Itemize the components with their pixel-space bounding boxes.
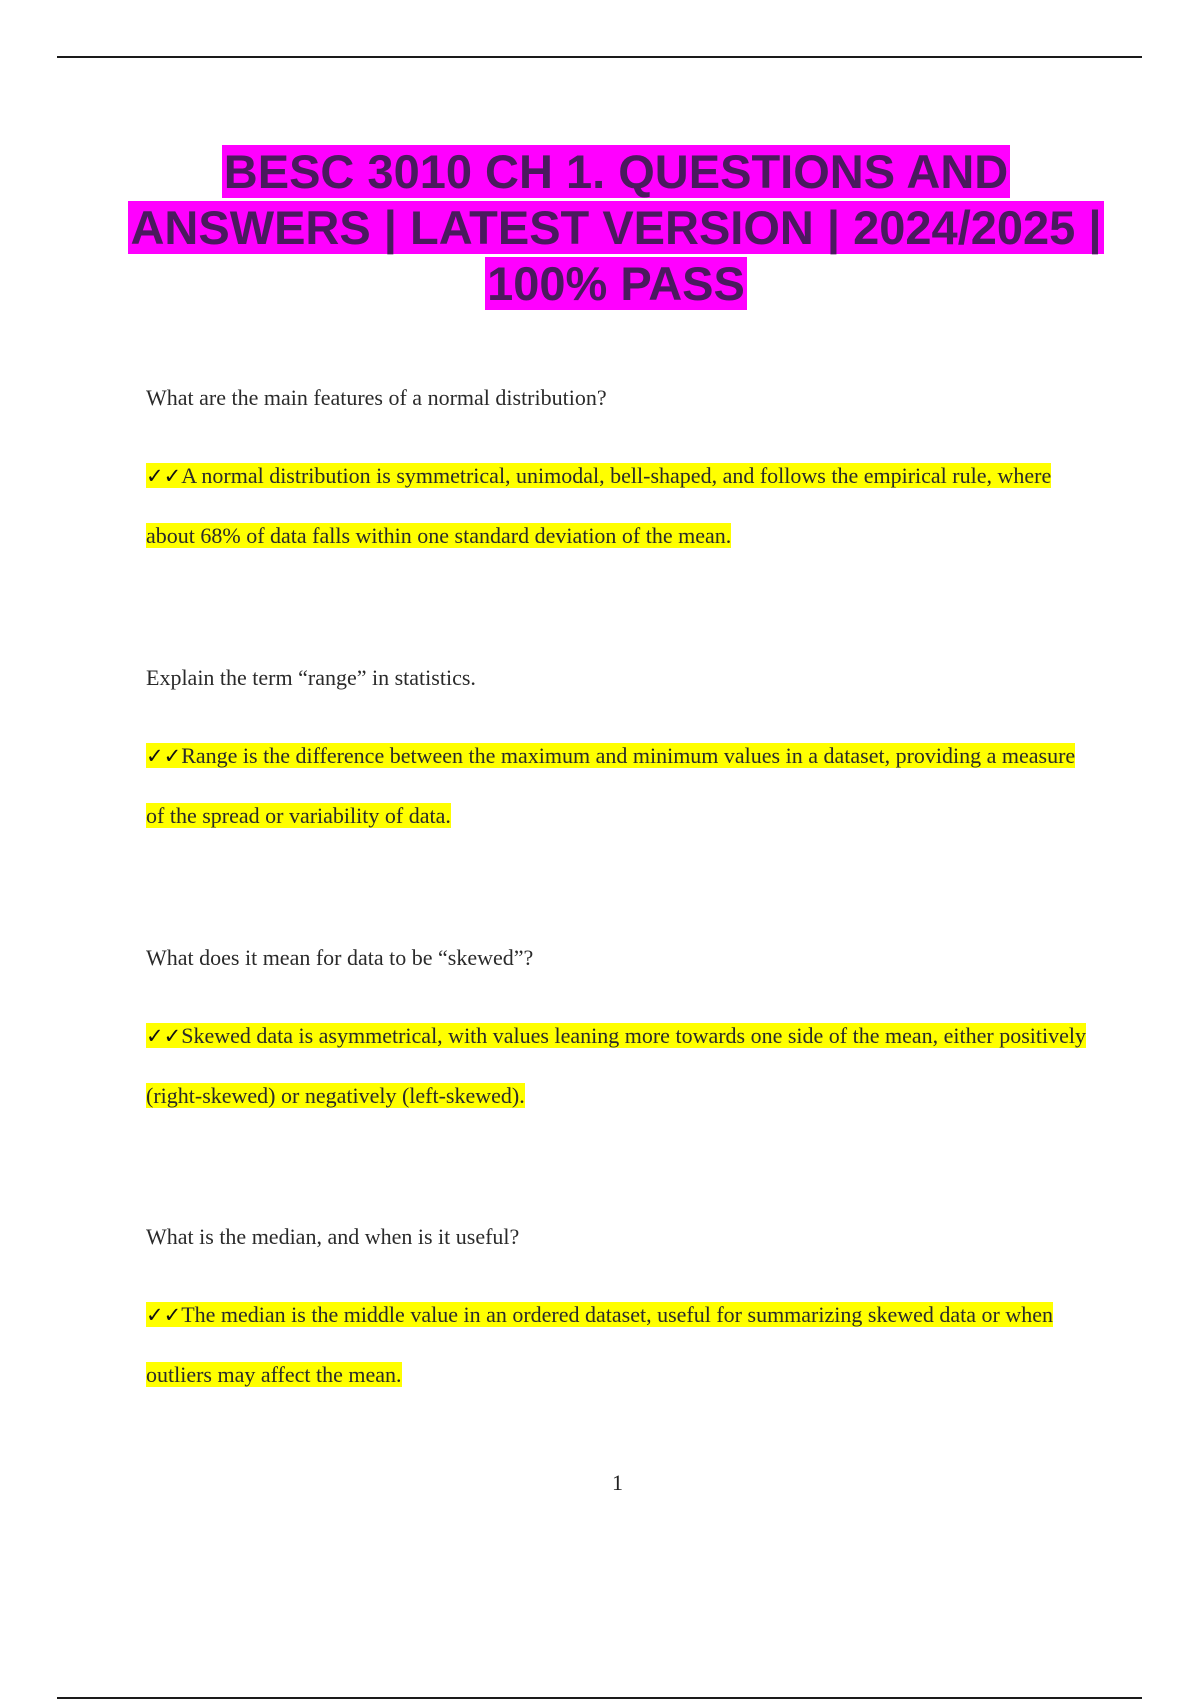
question-text: What is the median, and when is it useful?	[146, 1224, 520, 1249]
top-rule	[57, 56, 1142, 58]
qa-item-2	[146, 663, 1086, 846]
answer-body: Skewed data is asymmetrical, with values leaning more towards one side of the mean, either positively (right-skewed) or negatively (left-skewed).	[146, 1023, 1087, 1108]
qa-item-1	[146, 383, 1086, 566]
document-title-block	[120, 144, 1112, 312]
double-check-icon: ✓✓	[146, 464, 182, 488]
qa-item-3	[146, 943, 1086, 1126]
qa-item-4	[146, 1222, 1086, 1405]
double-check-icon: ✓✓	[146, 1024, 182, 1048]
double-check-icon: ✓✓	[146, 744, 182, 768]
answer-text	[146, 1285, 1086, 1405]
answer-text	[146, 1006, 1086, 1126]
bottom-rule	[57, 1697, 1142, 1699]
answer-body: Range is the difference between the maximum and minimum values in a dataset, providing a measure of the spread or variability of data.	[146, 743, 1076, 828]
answer-text	[146, 726, 1086, 846]
document-title-text: BESC 3010 CH 1. QUESTIONS AND ANSWERS | LATEST VERSION | 2024/2025 | 100% PASS	[130, 145, 1102, 310]
question-text: Explain the term “range” in statistics.	[146, 665, 476, 690]
question-text: What are the main features of a normal distribution?	[146, 385, 607, 410]
answer-body: The median is the middle value in an ordered dataset, useful for summarizing skewed data or when outliers may affect the mean.	[146, 1302, 1053, 1387]
question-text: What does it mean for data to be “skewed”?	[146, 945, 534, 970]
double-check-icon: ✓✓	[146, 1303, 182, 1327]
document-title	[120, 144, 1112, 312]
answer-text	[146, 446, 1086, 566]
answer-body: A normal distribution is symmetrical, unimodal, bell-shaped, and follows the empirical rule, where about 68% of data falls within one standard deviation of the mean.	[146, 463, 1052, 548]
page-number: 1	[612, 1470, 623, 1495]
